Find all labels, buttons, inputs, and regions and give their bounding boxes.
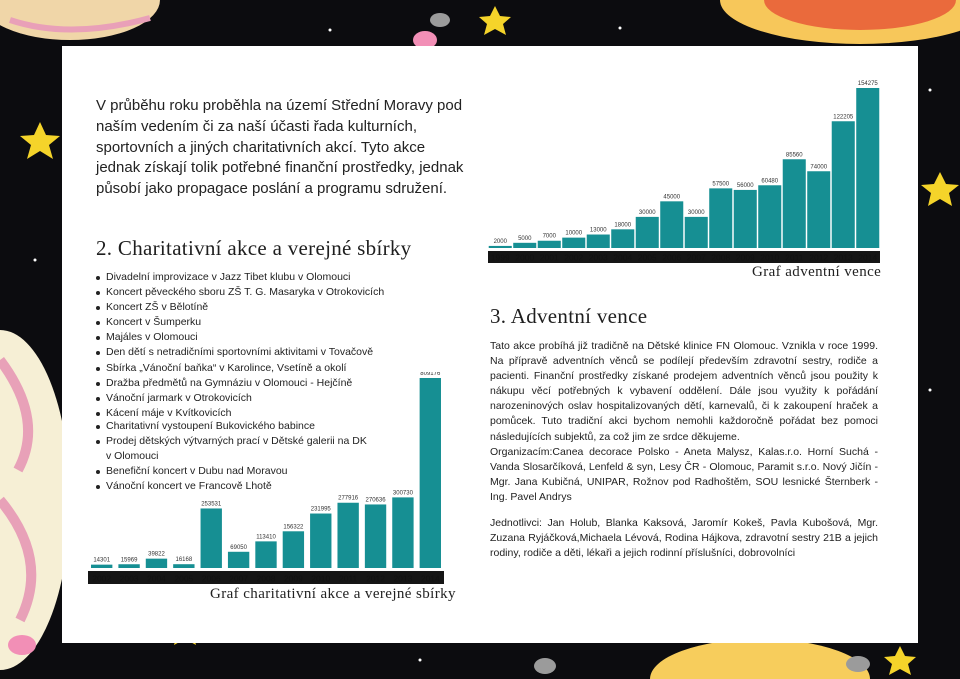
list-item: Koncert pěveckého sboru ZŠ T. G. Masaryka v Otrokovicích <box>96 285 384 300</box>
section-2-heading: 2. Charitativní akce a verejné sbírky <box>96 236 412 260</box>
data-label: 56000 <box>736 182 754 189</box>
organizations-paragraph: Organizacím:Canea decorace Polsko - Aneta Malysz, Kalas.r.o. Horní Suchá - Vanda Slosarčíková, Lenfeld & syn, Lesy ČR - Olomouc, Paramit s.r.o. Nový Jičín - Mgr. Jana Kubičná, UNIPAR, Rožnov pod Radhoštěm, SOU lesnické Šternberk - Ing. Pavel Andrys <box>490 446 878 504</box>
bar <box>734 190 757 248</box>
tick-label: 2002 <box>564 252 584 263</box>
bar <box>660 201 683 248</box>
bar <box>636 217 659 248</box>
data-label: 253531 <box>201 501 222 508</box>
data-label: 18000 <box>614 222 632 229</box>
list-item: Vánoční jarmark v Otrokovicích <box>96 391 384 406</box>
bar <box>832 121 855 248</box>
bar <box>392 497 413 568</box>
list-item: Sbírka „Vánoční baňka“ v Karolince, Vsetíně a okolí <box>96 361 384 376</box>
tick-label: 2008 <box>711 252 731 263</box>
tick-label: 2011 <box>785 252 804 263</box>
data-label: 113410 <box>256 534 276 541</box>
data-label: 45000 <box>663 194 681 201</box>
bar <box>513 243 536 248</box>
tick-label: 2001 <box>539 252 559 263</box>
tick-label: 2007 <box>229 573 249 584</box>
list-item: Majáles v Olomouci <box>96 330 384 345</box>
bar <box>538 241 561 248</box>
data-label: 277916 <box>338 495 359 502</box>
data-label: 809176 <box>420 372 441 377</box>
data-label: 2000 <box>493 238 507 245</box>
bar <box>91 565 112 568</box>
data-label: 231995 <box>310 506 331 513</box>
data-label: 156322 <box>283 524 304 531</box>
bar <box>201 508 222 568</box>
data-label: 60480 <box>761 178 779 185</box>
bar <box>611 229 634 248</box>
bar <box>562 238 585 248</box>
advent-chart-caption: Graf adventní vence <box>752 264 882 280</box>
bar <box>856 88 879 248</box>
bar <box>173 564 194 568</box>
bar <box>807 171 830 248</box>
data-label: 85560 <box>785 152 803 159</box>
bar <box>489 246 512 248</box>
data-label: 122205 <box>833 114 854 121</box>
advent-wreath-chart <box>488 72 884 266</box>
data-label: 74000 <box>810 164 828 171</box>
tick-label: 2005 <box>174 573 194 584</box>
tick-label: 2012 <box>809 252 829 263</box>
data-label: 30000 <box>687 209 705 216</box>
list-item: Prodej dětských výtvarných prací v Dětské galerii na DK <box>96 434 367 449</box>
data-label: 7000 <box>542 233 556 240</box>
tick-label: 2007 <box>686 252 706 263</box>
charity-chart <box>88 372 448 586</box>
bar <box>283 531 304 568</box>
list-item: Dražba předmětů na Gymnáziu v Olomouci - Hejčíně <box>96 376 384 391</box>
list-item: Kácení máje v Kvítkovicích <box>96 406 384 421</box>
bar <box>310 514 331 568</box>
charity-chart-caption: Graf charitativní akce a verejné sbírky <box>210 586 456 602</box>
tick-label: 2006 <box>201 573 221 584</box>
section-3-heading: 3. Adventní vence <box>490 304 648 328</box>
data-label: 16168 <box>175 557 193 564</box>
tick-label: 2010 <box>760 252 780 263</box>
list-item: Benefiční koncert v Dubu nad Moravou <box>96 464 367 479</box>
tick-label: 2006 <box>662 252 682 263</box>
tick-label: 2011 <box>339 573 358 584</box>
bar <box>337 503 358 568</box>
tick-label: 2008 <box>256 573 276 584</box>
tick-label: 2004 <box>147 573 166 584</box>
tick-label: 2012 <box>366 573 385 584</box>
tick-label: 2005 <box>637 252 657 263</box>
bar <box>587 235 610 248</box>
list-item: Koncert ZŠ v Bělotíně <box>96 300 384 315</box>
bar <box>758 185 781 248</box>
individuals-paragraph: Jednotlivci: Jan Holub, Blanka Kaksová, Jaromír Kokeš, Pavla Kubošová, Mgr. Zuzana Ryjáčková,Michaela Lévová, Rodina Hájkova, zdravotní sestry 21B a jejich rodiny, rodiče a děti, lékaři a jejich rodinní příslušníci, dobrovolníci <box>490 517 878 560</box>
tick-label: 2014 <box>858 252 878 263</box>
data-label: 270636 <box>365 497 386 504</box>
bar <box>685 217 708 248</box>
bar <box>118 564 139 568</box>
tick-label: 2009 <box>735 252 755 263</box>
tick-label: 1999 <box>490 252 510 263</box>
data-label: 5000 <box>518 235 532 242</box>
data-label: 13000 <box>589 227 607 234</box>
tick-label: 2013 <box>393 573 413 584</box>
bar <box>146 559 167 568</box>
tick-label: 2004 <box>613 252 633 263</box>
data-label: 154275 <box>857 81 878 87</box>
bar <box>255 541 276 568</box>
tick-label: 2000 <box>515 252 535 263</box>
advent-paragraph: Tato akce probíhá již tradičně na Dětské klinice FN Olomouc. Vznikla v roce 1999. Na přípravě adventních věnců se podílejí především zdravotní sestry, rodiče a pacienti. Finanční prostředky získané prodejem adventních věnců jsou použity k nákupu věcí potřebných k vybavení oddělení. Dále jsou využity k pořádání narozeninových oslav hospitalizovaných dětí, karnevalů, či k zakoupení hraček a pomůcek. Tuto tradiční akci bychom nemohli každoročně pořádat bez pomoci následujících subjektů, za což jim ze srdce děkujeme. <box>490 340 878 443</box>
list-item: v Olomouci <box>106 450 159 463</box>
intro-paragraph: V průběhu roku proběhla na území Střední Moravy pod naším vedením či za naší účasti řada kulturních, sportovních a jiných charitativních akcí. Tyto akce jednak získají tolik potřebné finanční prostředky, jednak působí jako propagace poslání a programu sdružení. <box>96 97 464 198</box>
bar <box>783 159 806 248</box>
list-item: Divadelní improvizace v Jazz Tibet klubu v Olomouci <box>96 270 384 285</box>
data-label: 57500 <box>712 181 730 188</box>
data-label: 30000 <box>638 209 656 216</box>
data-label: 69050 <box>230 544 247 551</box>
tick-label: 2009 <box>283 573 303 584</box>
tick-label: 2013 <box>833 252 853 263</box>
data-label: 15969 <box>120 557 138 564</box>
list-item: Vánoční koncert ve Francově Lhotě <box>96 479 367 494</box>
tick-label: 2002 <box>92 573 112 584</box>
list-item: Charitativní vystoupení Bukovického babince <box>96 419 367 434</box>
tick-label: 2014 <box>420 573 440 584</box>
list-item: Den dětí s netradičními sportovními aktivitami v Tovačově <box>96 345 384 360</box>
data-label: 300730 <box>392 490 413 497</box>
bar <box>709 188 732 248</box>
data-label: 39822 <box>148 551 165 558</box>
bar <box>420 378 441 568</box>
tick-label: 2010 <box>311 573 331 584</box>
bar <box>228 552 249 568</box>
data-label: 10000 <box>565 230 583 237</box>
bar <box>365 504 386 568</box>
tick-label: 2003 <box>588 252 608 263</box>
list-item: Koncert v Šumperku <box>96 315 384 330</box>
data-label: 14301 <box>93 557 111 564</box>
tick-label: 2003 <box>119 573 139 584</box>
